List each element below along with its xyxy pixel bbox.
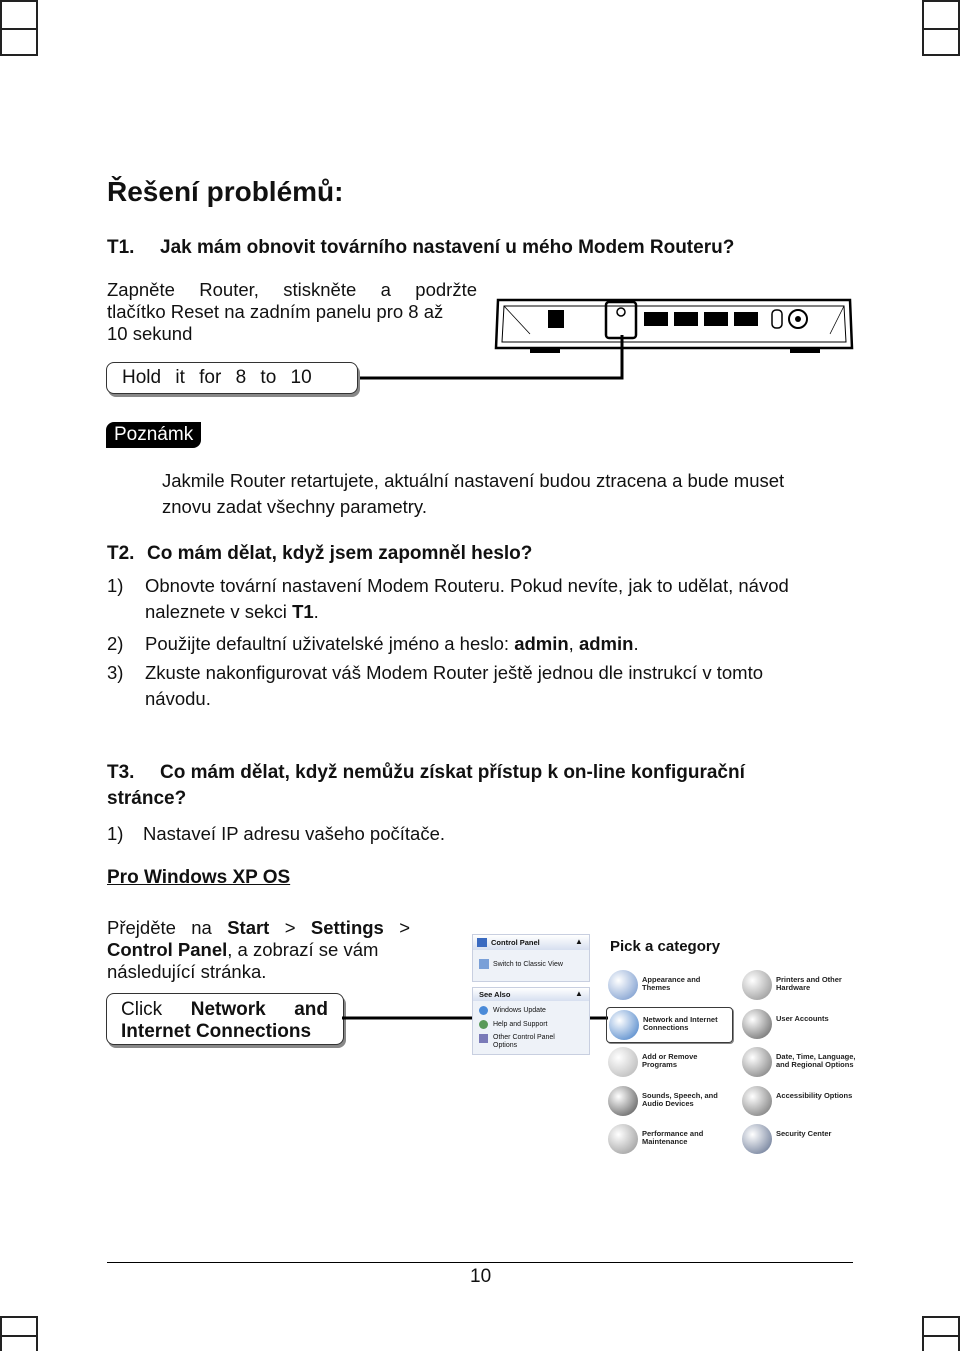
chevron-up-icon[interactable]: ▲ bbox=[575, 989, 583, 998]
category-label: Security Center bbox=[776, 1129, 832, 1138]
t3-question-line1: Co mám dělat, když nemůžu získat přístup k on-line konfigurační bbox=[160, 762, 745, 783]
list-number: 1) bbox=[107, 823, 124, 844]
category-icon bbox=[608, 1124, 638, 1154]
callout-network-text: Network and bbox=[190, 999, 328, 1020]
hold-reset-callout bbox=[106, 362, 358, 394]
category-icon bbox=[742, 970, 772, 1000]
category-item[interactable] bbox=[606, 1045, 731, 1079]
switch-classic-view-link[interactable]: Switch to Classic View bbox=[493, 961, 563, 968]
crop-mark-bottom-left bbox=[0, 1316, 38, 1351]
os-heading: Pro Windows XP OS bbox=[107, 867, 291, 888]
hold-reset-callout-text: Hold it for 8 to 10 bbox=[122, 367, 312, 388]
list-number: 2) bbox=[107, 633, 124, 654]
category-label: Performance and Maintenance bbox=[642, 1129, 704, 1146]
instruction-line2: Control Panel, a zobrazí se vám bbox=[107, 939, 379, 960]
category-icon bbox=[608, 970, 638, 1000]
footer-rule bbox=[107, 1262, 853, 1263]
category-label: Printers and Other Hardware bbox=[776, 975, 842, 992]
note-line1: Jakmile Router retartujete, aktuální nastavení budou ztracena a bude muset bbox=[162, 470, 785, 491]
crop-mark-bottom-right bbox=[922, 1316, 960, 1351]
t2-item-3-line2: návodu. bbox=[145, 688, 211, 709]
pick-category-heading: Pick a category bbox=[610, 938, 721, 955]
crop-mark-top-right bbox=[922, 0, 960, 56]
category-icon bbox=[609, 1010, 639, 1040]
category-label: Accessibility Options bbox=[776, 1090, 853, 1100]
category-label: Appearance and Themes bbox=[642, 975, 701, 992]
category-label: Add or Remove Programs bbox=[642, 1052, 698, 1069]
category-label: Date, Time, Language, and Regional Options bbox=[776, 1052, 856, 1069]
control-panel-side-box bbox=[472, 934, 590, 982]
category-item[interactable] bbox=[606, 1122, 731, 1156]
t2-number: T2. bbox=[107, 543, 135, 564]
t3-number: T3. bbox=[107, 762, 135, 783]
category-label: User Accounts bbox=[776, 1013, 829, 1023]
category-icon bbox=[742, 1047, 772, 1077]
t2-item-1-line2: naleznete v sekci T1. bbox=[145, 601, 319, 622]
help-support-icon bbox=[479, 1020, 488, 1029]
category-item[interactable] bbox=[740, 1045, 865, 1079]
see-also-windows-update[interactable]: Windows Update bbox=[493, 1007, 546, 1014]
t1-intro-line2: tlačítko Reset na zadním panelu pro 8 až bbox=[107, 301, 444, 322]
t1-number: T1. bbox=[107, 237, 135, 258]
category-icon bbox=[742, 1124, 772, 1154]
instruction-line3: následující stránka. bbox=[107, 961, 267, 982]
t3-question-line2: stránce? bbox=[107, 788, 187, 809]
category-item[interactable] bbox=[606, 1007, 733, 1043]
see-also-box bbox=[472, 987, 590, 1055]
click-network-callout bbox=[106, 993, 344, 1045]
windows-update-icon bbox=[479, 1006, 488, 1015]
control-panel-icon bbox=[477, 938, 487, 947]
instruction-line1: Přejděte na Start > Settings > bbox=[107, 917, 410, 938]
category-label: Sounds, Speech, and Audio Devices bbox=[642, 1090, 718, 1108]
see-also-other-options[interactable]: Other Control Panel Options bbox=[493, 1034, 555, 1049]
callout-connector-line bbox=[356, 335, 626, 385]
category-icon bbox=[608, 1086, 638, 1116]
t1-intro-line3: 10 sekund bbox=[107, 323, 193, 344]
see-also-title: See Also bbox=[479, 990, 511, 999]
t2-item-1-line1: Obnovte tovární nastavení Modem Routeru. Pokud nevíte, jak to udělat, návod bbox=[145, 575, 789, 596]
note-tag: Poznámk bbox=[106, 422, 201, 448]
page-title: Řešení problémů: bbox=[107, 176, 344, 207]
category-item[interactable] bbox=[606, 968, 731, 1002]
t2-item-3-line1: Zkuste nakonfigurovat váš Modem Router ještě jednou dle instrukcí v tomto bbox=[145, 662, 763, 683]
t1-question: Jak mám obnovit továrního nastavení u mého Modem Routeru? bbox=[160, 237, 735, 258]
category-item[interactable] bbox=[740, 1007, 865, 1041]
category-item[interactable] bbox=[740, 968, 865, 1002]
t2-question: Co mám dělat, když jsem zapomněl heslo? bbox=[147, 543, 533, 564]
list-number: 1) bbox=[107, 575, 124, 596]
control-panel-title: Control Panel bbox=[491, 938, 540, 947]
category-item[interactable] bbox=[606, 1084, 731, 1118]
see-also-help-support[interactable]: Help and Support bbox=[493, 1021, 548, 1028]
list-number: 3) bbox=[107, 662, 124, 683]
t1-intro-line1: Zapněte Router, stiskněte a podržte bbox=[107, 279, 477, 300]
page-number: 10 bbox=[470, 1266, 492, 1287]
other-options-icon bbox=[479, 1034, 488, 1043]
category-icon bbox=[742, 1009, 772, 1039]
crop-mark-top-left bbox=[0, 0, 38, 56]
category-item[interactable] bbox=[740, 1084, 865, 1118]
category-label: Network and Internet Connections bbox=[643, 1014, 718, 1032]
category-icon bbox=[742, 1086, 772, 1116]
category-icon bbox=[608, 1047, 638, 1077]
callout-internet-connections-text: Internet Connections bbox=[121, 1021, 312, 1042]
note-line2: znovu zadat všechny parametry. bbox=[162, 496, 427, 517]
switch-view-icon bbox=[479, 959, 489, 969]
category-item[interactable] bbox=[740, 1122, 865, 1156]
callout-click-text: Click bbox=[121, 999, 163, 1020]
chevron-up-icon[interactable]: ▲ bbox=[575, 937, 583, 946]
